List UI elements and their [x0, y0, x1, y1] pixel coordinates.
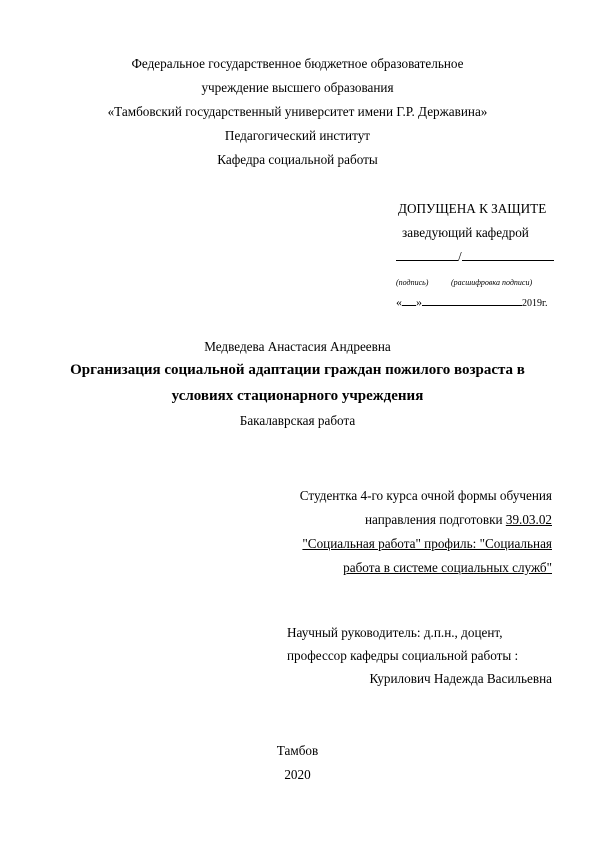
approval-year: 2019г. — [522, 298, 548, 309]
institution-line-3: «Тамбовский государственный университет имени Г.Р. Державина» — [107, 104, 488, 119]
month-blank — [422, 293, 522, 306]
direction-prefix: направления подготовки — [364, 512, 503, 527]
direction-code: 39.03.02 — [505, 512, 552, 527]
student-line-1: Студентка 4-го курса очной формы обучения — [299, 488, 552, 503]
institution-line-1: Федеральное государственное бюджетное образовательное — [131, 56, 464, 71]
author-name: Медведева Анастасия Андреевна — [204, 339, 391, 354]
date-quote-close: » — [416, 295, 422, 309]
institute-name: Педагогический институт — [224, 128, 371, 143]
city: Тамбов — [276, 743, 319, 758]
student-line-3: "Социальная работа" профиль: "Социальная — [302, 536, 552, 551]
student-line-2 — [365, 512, 552, 528]
decode-blank — [462, 248, 554, 261]
work-type: Бакалаврская работа — [239, 413, 356, 428]
approval-heading: ДОПУЩЕНА К ЗАЩИТЕ — [398, 201, 547, 216]
supervisor-line-1: Научный руководитель: д.п.н., доцент, — [287, 625, 503, 640]
approval-position: заведующий кафедрой — [402, 225, 529, 240]
approval-date — [396, 293, 547, 312]
signature-separator: / — [458, 249, 462, 264]
supervisor-line-2: профессор кафедры социальной работы : — [287, 648, 519, 663]
student-line-4: работа в системе социальных служб" — [343, 560, 552, 575]
department-name: Кафедра социальной работы — [217, 152, 378, 167]
thesis-title-line-1: Организация социальной адаптации граждан пожилого возраста в — [70, 362, 525, 378]
day-blank — [402, 293, 416, 306]
year: 2020 — [284, 767, 311, 782]
thesis-title-line-2: условиях стационарного учреждения — [171, 388, 424, 404]
decode-caption: (расшифровка подписи) — [451, 278, 533, 287]
signature-caption: (подпись) — [396, 278, 429, 287]
institution-line-2: учреждение высшего образования — [201, 80, 394, 95]
supervisor-name: Курилович Надежда Васильевна — [369, 671, 552, 686]
date-quote-open: « — [396, 295, 402, 309]
signature-blank — [396, 248, 458, 261]
signature-line — [396, 248, 554, 265]
